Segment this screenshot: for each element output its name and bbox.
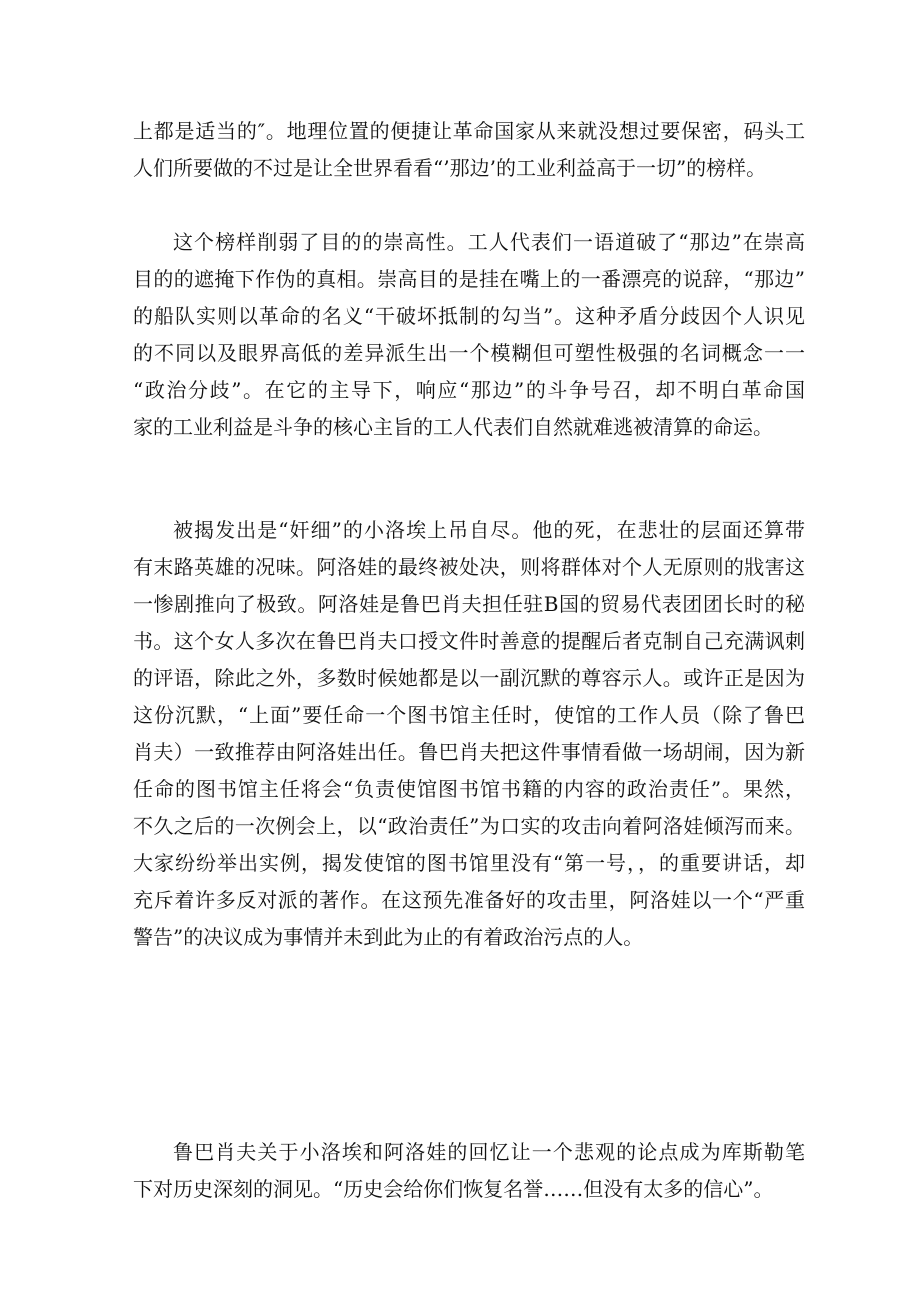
paragraph-4 — [133, 1134, 805, 1208]
paragraph-1 — [133, 113, 805, 187]
paragraph-2 — [133, 224, 805, 446]
text-line: 人们所要做的不过是让全世界看看“’那边’的工业利益高于一切”的榜样。 — [133, 156, 767, 180]
text-line: 的船队实则以革命的名义“干破坏抵制的勾当”。这种矛盾分歧因个人识见 — [133, 304, 805, 328]
text-line: 上都是适当的″。地理位置的便捷让革命国家从来就没想过要保密，码头工 — [133, 119, 805, 143]
text-line: 下对历史深刻的洞见。“历史会给你们恢复名誉……但没有太多的信心”。 — [133, 1177, 774, 1201]
text-line: 的不同以及眼界高低的差异派生出一个模糊但可塑性极强的名词概念一一 — [133, 341, 805, 365]
text-line: 有末路英雄的况味。阿洛娃的最终被处决，则将群体对个人无原则的戕害这 — [133, 555, 805, 579]
text-line: 这个榜样削弱了目的的崇高性。工人代表们一语道破了“那边”在崇高 — [173, 230, 805, 254]
text-line: 鲁巴肖夫关于小洛埃和阿洛娃的回忆让一个悲观的论点成为库斯勒笔 — [173, 1140, 805, 1164]
text-line: 被揭发出是“奸细”的小洛埃上吊自尽。他的死，在悲壮的层面还算带 — [173, 518, 805, 542]
text-line: 目的的遮掩下作伪的真相。崇高目的是挂在嘴上的一番漂亮的说辞，“那边” — [133, 267, 805, 291]
text-line: 肖夫）一致推荐由阿洛娃出任。鲁巴肖夫把这件事情看做一场胡闹，因为新 — [133, 740, 805, 764]
text-line: “政治分歧”。在它的主导下，响应“那边”的斗争号召，却不明白革命国 — [133, 378, 805, 402]
text-line: 的评语，除此之外，多数时候她都是以一副沉默的尊容示人。或许正是因为 — [133, 666, 805, 690]
text-line: 充斥着许多反对派的著作。在这预先准备好的攻击里，阿洛娃以一个“严重 — [133, 888, 805, 912]
text-line: 这份沉默，“上面”要任命一个图书馆主任时，使馆的工作人员（除了鲁巴 — [133, 703, 805, 727]
text-line: 警告”的决议成为事情并未到此为止的有着政治污点的人。 — [133, 925, 644, 949]
text-line: 不久之后的一次例会上，以“政治责任”为口实的攻击向着阿洛娃倾泻而来。 — [133, 814, 805, 838]
text-line: 大家纷纷举出实例，揭发使馆的图书馆里没有“第一号，，的重要讲话，却 — [133, 851, 805, 875]
text-line: 家的工业利益是斗争的核心主旨的工人代表们自然就难逃被清算的命运。 — [133, 415, 773, 439]
paragraph-3 — [133, 512, 805, 956]
text-line: 一惨剧推向了极致。阿洛娃是鲁巴肖夫担任驻B国的贸易代表团团长时的秘 — [133, 592, 805, 616]
text-line: 任命的图书馆主任将会“负责使馆图书馆书籍的内容的政治责任”。果然， — [133, 777, 805, 801]
text-line: 书。这个女人多次在鲁巴肖夫口授文件时善意的提醒后者克制自己充满讽刺 — [133, 629, 805, 653]
